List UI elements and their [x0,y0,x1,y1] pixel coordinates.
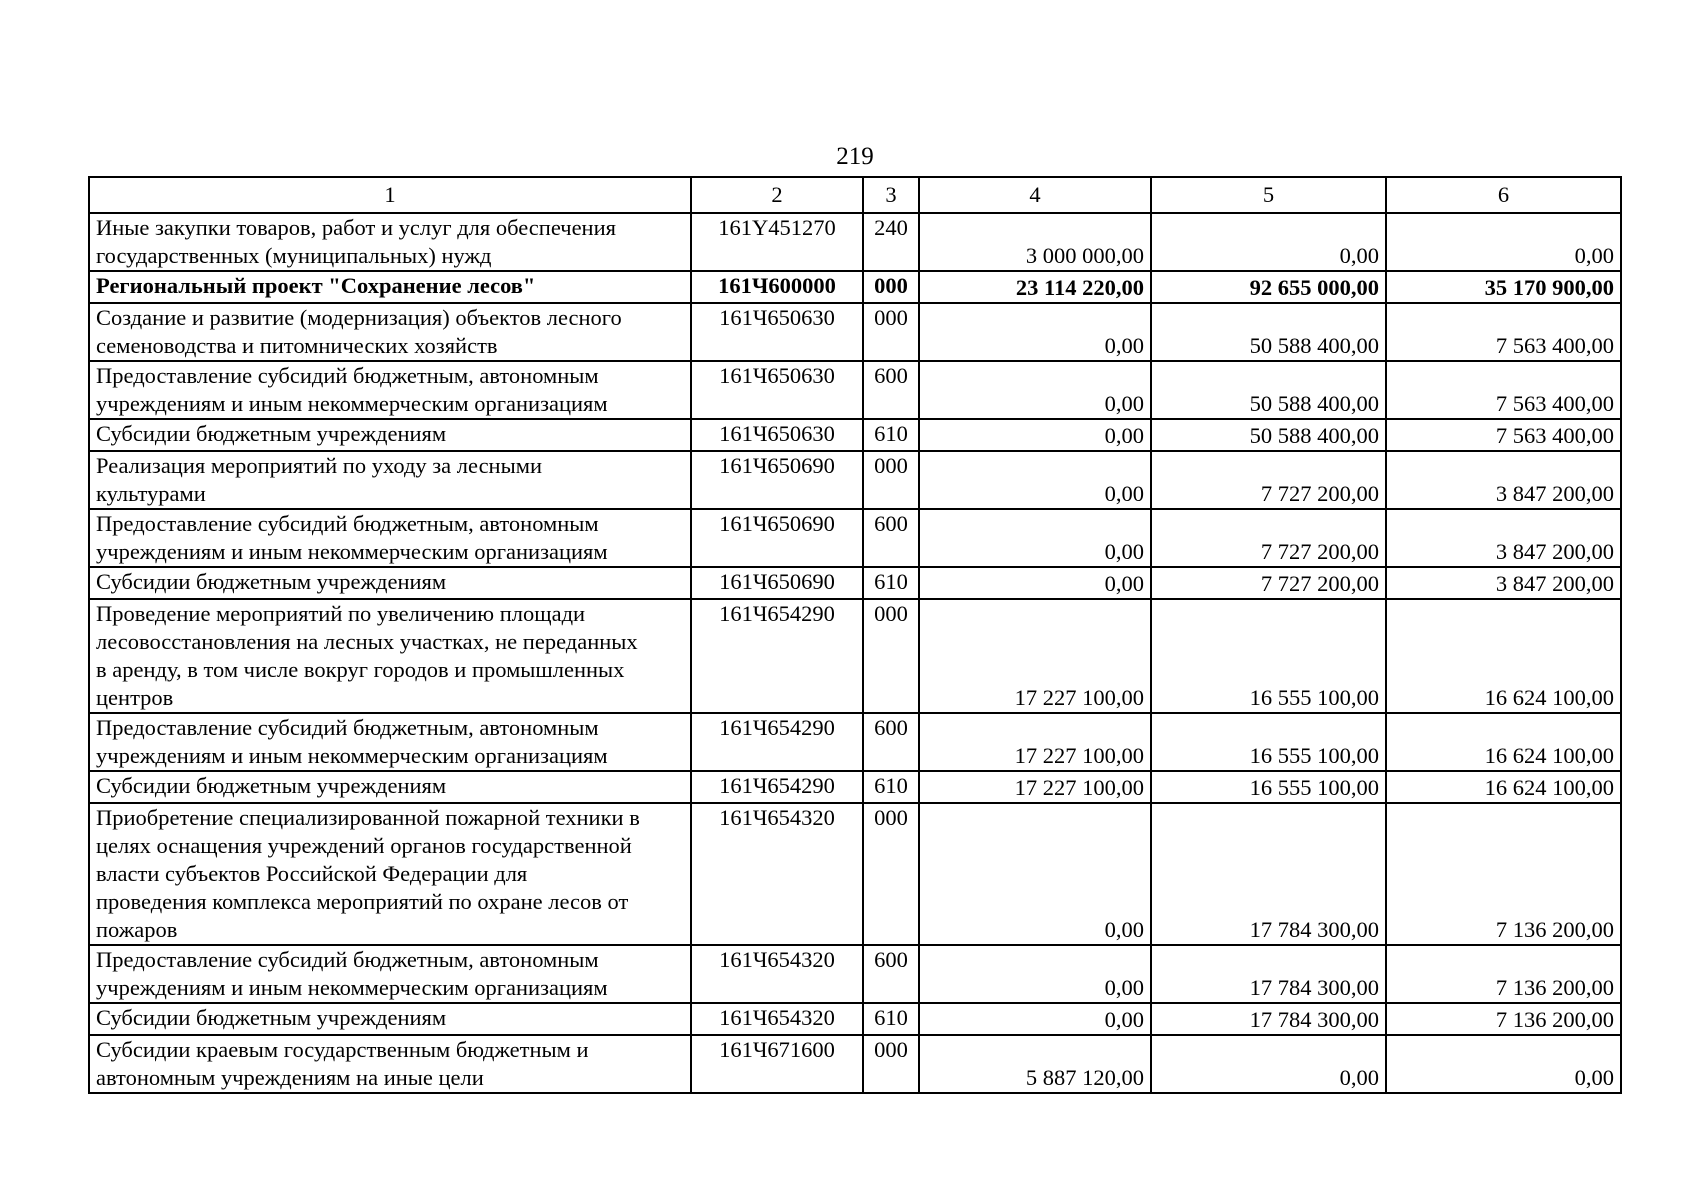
row-name [89,945,691,1003]
row-name-line: лесовосстановления на лесных участках, не переданных [96,629,638,654]
table-body [89,177,1621,1093]
row-name-line: центров [96,685,174,710]
table-row [89,945,1621,1003]
row-amount-col4: 0,00 [919,451,1151,509]
row-amount-col6: 7 563 400,00 [1386,303,1621,361]
row-amount-col5: 0,00 [1151,1035,1386,1093]
table-row [89,1035,1621,1093]
row-name [89,213,691,271]
row-code: 161Ч654290 [691,771,863,803]
row-name-line: учреждениям и иным некоммерческим организациям [96,539,608,564]
header-row [89,177,1621,213]
row-code: 161Ч650690 [691,509,863,567]
row-expense-type: 000 [863,271,919,303]
row-amount-col6: 3 847 200,00 [1386,567,1621,599]
row-amount-col4: 17 227 100,00 [919,713,1151,771]
row-name-line: Предоставление субсидий бюджетным, автономным [96,363,599,388]
row-code: 161Ч654290 [691,713,863,771]
row-name-line: Субсидии бюджетным учреждениям [96,773,447,798]
row-name-line: Иные закупки товаров, работ и услуг для обеспечения [96,215,616,240]
row-code: 161Ч654320 [691,803,863,945]
header-cell-5: 5 [1151,177,1386,213]
row-amount-col5: 7 727 200,00 [1151,509,1386,567]
table-row [89,303,1621,361]
header-cell-1: 1 [89,177,691,213]
row-amount-col6: 7 563 400,00 [1386,419,1621,451]
row-amount-col6: 0,00 [1386,1035,1621,1093]
row-name-line: учреждениям и иным некоммерческим организациям [96,743,608,768]
row-amount-col5: 17 784 300,00 [1151,945,1386,1003]
row-code: 161Ч654290 [691,599,863,713]
row-name [89,271,691,303]
row-name [89,567,691,599]
row-name-line: Предоставление субсидий бюджетным, автономным [96,715,599,740]
row-name-line: Создание и развитие (модернизация) объектов лесного [96,305,622,330]
row-amount-col4: 0,00 [919,567,1151,599]
row-name-line: Предоставление субсидий бюджетным, автономным [96,947,599,972]
row-expense-type: 000 [863,599,919,713]
row-name-line: Проведение мероприятий по увеличению площади [96,601,586,626]
row-name-line: культурами [96,481,206,506]
row-name-line: Субсидии краевым государственным бюджетным и [96,1037,589,1062]
row-amount-col5: 50 588 400,00 [1151,419,1386,451]
row-code: 161Ч600000 [691,271,863,303]
row-amount-col6: 0,00 [1386,213,1621,271]
header-cell-4: 4 [919,177,1151,213]
row-expense-type: 600 [863,713,919,771]
row-name [89,771,691,803]
row-name [89,451,691,509]
budget-table [88,176,1622,1094]
row-amount-col6: 3 847 200,00 [1386,509,1621,567]
row-amount-col6: 35 170 900,00 [1386,271,1621,303]
row-amount-col4: 5 887 120,00 [919,1035,1151,1093]
row-name-line: учреждениям и иным некоммерческим организациям [96,975,608,1000]
row-expense-type: 000 [863,1035,919,1093]
row-name [89,803,691,945]
row-name-line: Региональный проект "Сохранение лесов" [96,273,536,298]
row-expense-type: 610 [863,419,919,451]
table-row [89,271,1621,303]
row-amount-col5: 7 727 200,00 [1151,451,1386,509]
row-code: 161Ч650630 [691,419,863,451]
row-amount-col6: 7 136 200,00 [1386,945,1621,1003]
row-expense-type: 000 [863,803,919,945]
row-name-line: в аренду, в том числе вокруг городов и промышленных [96,657,625,682]
row-name-line: семеноводства и питомнических хозяйств [96,333,498,358]
row-name-line: власти субъектов Российской Федерации для [96,861,528,886]
row-expense-type: 600 [863,509,919,567]
row-name-line: Субсидии бюджетным учреждениям [96,569,447,594]
row-name-line: Приобретение специализированной пожарной техники в [96,805,640,830]
row-code: 161Ч650690 [691,567,863,599]
row-amount-col6: 7 563 400,00 [1386,361,1621,419]
table-row [89,1003,1621,1035]
row-amount-col4: 0,00 [919,361,1151,419]
row-amount-col5: 92 655 000,00 [1151,271,1386,303]
row-expense-type: 000 [863,303,919,361]
row-expense-type: 240 [863,213,919,271]
table-row [89,451,1621,509]
row-amount-col6: 16 624 100,00 [1386,713,1621,771]
row-name [89,509,691,567]
row-name-line: государственных (муниципальных) нужд [96,243,492,268]
row-name-line: пожаров [96,917,178,942]
row-amount-col5: 0,00 [1151,213,1386,271]
row-name [89,419,691,451]
row-amount-col6: 16 624 100,00 [1386,599,1621,713]
table-row [89,599,1621,713]
row-name-line: Предоставление субсидий бюджетным, автономным [96,511,599,536]
row-amount-col4: 0,00 [919,1003,1151,1035]
row-amount-col4: 0,00 [919,419,1151,451]
row-amount-col6: 7 136 200,00 [1386,1003,1621,1035]
table-row [89,361,1621,419]
row-code: 161Ч654320 [691,1003,863,1035]
header-cell-2: 2 [691,177,863,213]
table-row [89,803,1621,945]
header-cell-6: 6 [1386,177,1621,213]
table-row [89,419,1621,451]
row-amount-col4: 3 000 000,00 [919,213,1151,271]
row-amount-col4: 23 114 220,00 [919,271,1151,303]
row-amount-col5: 16 555 100,00 [1151,599,1386,713]
row-name-line: целях оснащения учреждений органов государственной [96,833,632,858]
row-amount-col5: 17 784 300,00 [1151,803,1386,945]
row-amount-col4: 0,00 [919,509,1151,567]
row-amount-col4: 0,00 [919,303,1151,361]
row-name-line: Реализация мероприятий по уходу за лесными [96,453,542,478]
row-code: 161Ч650690 [691,451,863,509]
row-amount-col6: 3 847 200,00 [1386,451,1621,509]
row-expense-type: 600 [863,361,919,419]
row-expense-type: 600 [863,945,919,1003]
row-name-line: Субсидии бюджетным учреждениям [96,421,447,446]
row-amount-col5: 17 784 300,00 [1151,1003,1386,1035]
row-amount-col5: 16 555 100,00 [1151,771,1386,803]
row-expense-type: 610 [863,1003,919,1035]
row-amount-col6: 16 624 100,00 [1386,771,1621,803]
row-code: 161Ч671600 [691,1035,863,1093]
row-amount-col4: 17 227 100,00 [919,599,1151,713]
row-amount-col5: 7 727 200,00 [1151,567,1386,599]
row-name [89,1003,691,1035]
row-name [89,713,691,771]
row-code: 161Ч654320 [691,945,863,1003]
row-name-line: Субсидии бюджетным учреждениям [96,1005,447,1030]
row-amount-col4: 0,00 [919,803,1151,945]
row-name [89,599,691,713]
row-name [89,1035,691,1093]
row-amount-col6: 7 136 200,00 [1386,803,1621,945]
row-expense-type: 610 [863,771,919,803]
row-amount-col5: 50 588 400,00 [1151,303,1386,361]
table-row [89,213,1621,271]
row-code: 161Ч650630 [691,361,863,419]
table-row [89,771,1621,803]
row-expense-type: 000 [863,451,919,509]
row-amount-col5: 50 588 400,00 [1151,361,1386,419]
row-name [89,361,691,419]
row-code: 161Y451270 [691,213,863,271]
row-amount-col5: 16 555 100,00 [1151,713,1386,771]
row-code: 161Ч650630 [691,303,863,361]
table-row [89,509,1621,567]
row-name-line: автономным учреждениям на иные цели [96,1065,484,1090]
header-cell-3: 3 [863,177,919,213]
table-row [89,713,1621,771]
row-name-line: проведения комплекса мероприятий по охране лесов от [96,889,629,914]
row-name [89,303,691,361]
row-name-line: учреждениям и иным некоммерческим организациям [96,391,608,416]
row-amount-col4: 17 227 100,00 [919,771,1151,803]
row-amount-col4: 0,00 [919,945,1151,1003]
row-expense-type: 610 [863,567,919,599]
page-number: 219 [836,143,874,170]
table-row [89,567,1621,599]
